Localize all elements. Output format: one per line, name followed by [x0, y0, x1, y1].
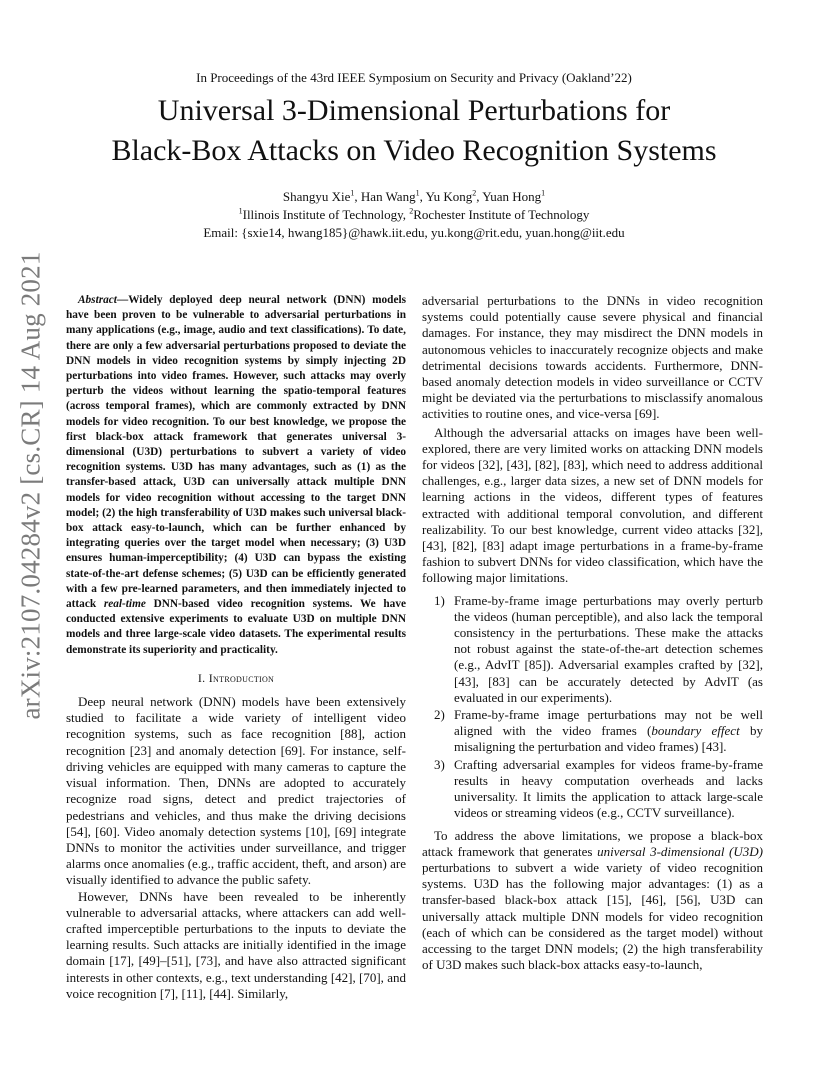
author-block	[0, 188, 828, 242]
affiliation-mark: 1	[415, 188, 420, 198]
abstract-emphasis: real-time	[103, 598, 146, 611]
author-name: Shangyu Xie	[282, 189, 351, 204]
list-text: by misaligning the perturbation and video frames) [43].	[454, 723, 763, 755]
arxiv-identifier: arXiv:2107.04284v2 [cs.CR] 14 Aug 2021	[15, 250, 46, 720]
affiliation-mark: 2	[472, 188, 477, 198]
section-number: I.	[197, 670, 209, 685]
list-text: Crafting adversarial examples for videos frame-by-frame results in heavy computation overheads and lacks universality. It limits the application to attack large-scale videos or streaming videos (e.g., CCTV surveillance).	[454, 756, 763, 821]
title-line-2: Black-Box Attacks on Video Recognition Systems	[111, 134, 717, 167]
affiliation: Rochester Institute of Technology	[413, 207, 590, 222]
list-text: Frame-by-frame image perturbations may overly perturb the videos (human perceptible), and also lack the temporal consistency in the perturbations. These make the attacks not robust against the state-of-the-art detection schemes (e.g., AdvIT [85]). Adversarial examples crafted by [32], [43], [83] can be accurately detected by AdvIT (as evaluated in our experiments).	[454, 592, 763, 705]
limitation-item	[422, 593, 763, 706]
list-text: Frame-by-frame image perturbations may not be well aligned with the video frames (	[454, 707, 763, 739]
limitation-item	[422, 757, 763, 822]
affiliations	[0, 206, 828, 224]
left-column	[66, 293, 406, 1002]
paragraph-text: To address the above limitations, we propose a black-box attack framework that generates	[422, 827, 763, 859]
affiliation-mark: 1	[541, 188, 546, 198]
right-column	[422, 293, 763, 973]
limitation-item	[422, 707, 763, 756]
abstract-text: —Widely deployed deep neural network (DNN) models have been proven to be vulnerable to adversarial perturbations in many applications (e.g., image, audio and text classifications). To date, there are only a few adversarial perturbations proposed to deviate the DNN models in video recognition systems by simply injecting 2D perturbations into video frames. However, such attacks may overly perturb the videos without learning the spatio-temporal features (across temporal frames), which are commonly extracted by DNN models for video recognition. To our best knowledge, we propose the first black-box attack framework that generates universal 3-dimensional (U3D) perturbations to subvert a variety of video recognition systems. U3D has many advantages, such as (1) as the transfer-based attack, U3D can universally attack multiple DNN models for video recognition without accessing to the target DNN model; (2) the high transferability of U3D makes such universal black-box attack easy-to-launch, which can be further enhanced by integrating queries over the target model when necessary; (3) U3D ensures human-imperceptibility; (4) U3D can bypass the existing state-of-the-art defense schemes; (5) U3D can be efficiently generated with a few pre-learned parameters, and then immediately injected to attack	[66, 294, 406, 611]
body-paragraph	[422, 828, 763, 974]
author-emails: Email: {sxie14, hwang185}@hawk.iit.edu, yu.kong@rit.edu, yuan.hong@iit.edu	[203, 225, 625, 240]
limitations-list	[422, 593, 763, 822]
author-name: Han Wang	[360, 189, 416, 204]
intro-paragraph: However, DNNs have been revealed to be inherently vulnerable to adversarial attacks, where attackers can add well-crafted imperceptible perturbations to the inputs to deviate the learning results. Such attacks are initially identified in the image domain [17], [49]–[51], [73], and have also attracted significant interests in other contexts, e.g., text understanding [42], [70], and voice recognition [7], [11], [44]. Similarly,	[66, 888, 406, 1001]
author-names: Shangyu Xie$^1$, Han Wang$^1$, Yu Kong$^2$, Yuan Hong$^1$	[282, 188, 546, 204]
abstract	[66, 293, 406, 658]
title-line-1: Universal 3-Dimensional Perturbations for	[157, 94, 671, 127]
author-name: Yuan Hong	[482, 189, 542, 204]
proceedings-note: In Proceedings of the 43rd IEEE Symposium on Security and Privacy (Oakland’22)	[196, 70, 632, 85]
affiliation-mark: 1	[350, 188, 355, 198]
body-paragraph: Although the adversarial attacks on images have been well-explored, there are very limited works on attacking DNN models for videos [32], [43], [82], [83], which need to address additional challenges, e.g., larger data sizes, a new set of DNN models for learning actions in the videos, different types of features extracted with additional temporal convolution, and different realizability. To our best knowledge, current video attacks [32], [43], [82], [83] adapt image perturbations in a frame-by-frame fashion to subvert DNNs for video classification, which have the following major limitations.	[422, 424, 763, 586]
affiliation: Illinois Institute of Technology,	[242, 207, 410, 222]
abstract-text: DNN-based video recognition systems. We have conducted extensive experiments to evaluate U3D on multiple DNN models and three large-scale video datasets. The experimental results demonstrate its superiority and practicality.	[66, 598, 406, 656]
body-paragraph: adversarial perturbations to the DNNs in video recognition systems could potentially cause severe physical and financial damages. For instance, they may misdirect the DNN models in autonomous vehicles to inaccurately recognize objects and make detrimental decisions towards accidents. Furthermore, DNN-based anomaly detection models in video surveillance or CCTV might be deviated via the perturbations to misclassify anomalous activities to routine ones, and vice-versa [69].	[422, 293, 763, 422]
affiliation-mark: 2	[409, 206, 414, 216]
list-number: 1)	[434, 592, 445, 608]
author-name: Yu Kong	[425, 189, 473, 204]
paragraph-emphasis: universal 3-dimensional (U3D)	[597, 843, 763, 859]
affiliation-mark: 1	[238, 206, 243, 216]
paragraph-text: perturbations to subvert a wide variety of video recognition systems. U3D has the following major advantages: (1) as a transfer-based black-box attack [15], [46], [56], U3D can universally attack multiple DNN models for video recognition (each of which can be considered as the target model) without accessing to the target DNN models; (2) the high transferability of U3D makes such black-box attacks easy-to-launch,	[422, 859, 763, 973]
list-emphasis: boundary effect	[651, 723, 740, 739]
section-title: Introduction	[208, 670, 275, 685]
arxiv-stamp	[15, 250, 46, 720]
intro-paragraph: Deep neural network (DNN) models have been extensively studied to facilitate a wide variety of intelligent video recognition systems, such as face recognition [88], action recognition [23] and anomaly detection [69]. For instance, self-driving vehicles are equipped with many cameras to capture the visual information. Then, DNNs are adopted to accurately recognize road signs, detect and predict trajectories of pedestrians and vehicles, and thus make the driving decisions [54], [60]. Video anomaly detection systems [10], [69] integrate DNNs to monitor the activities under surveillance, and trigger alarms once anomalies (e.g., traffic accident, theft, and arson) are visually identified to advance the public safety.	[66, 694, 406, 888]
paper-title	[0, 91, 828, 171]
list-number: 3)	[434, 756, 445, 772]
section-heading-introduction	[66, 670, 406, 686]
abstract-label: Abstract	[78, 294, 117, 306]
list-number: 2)	[434, 707, 445, 723]
